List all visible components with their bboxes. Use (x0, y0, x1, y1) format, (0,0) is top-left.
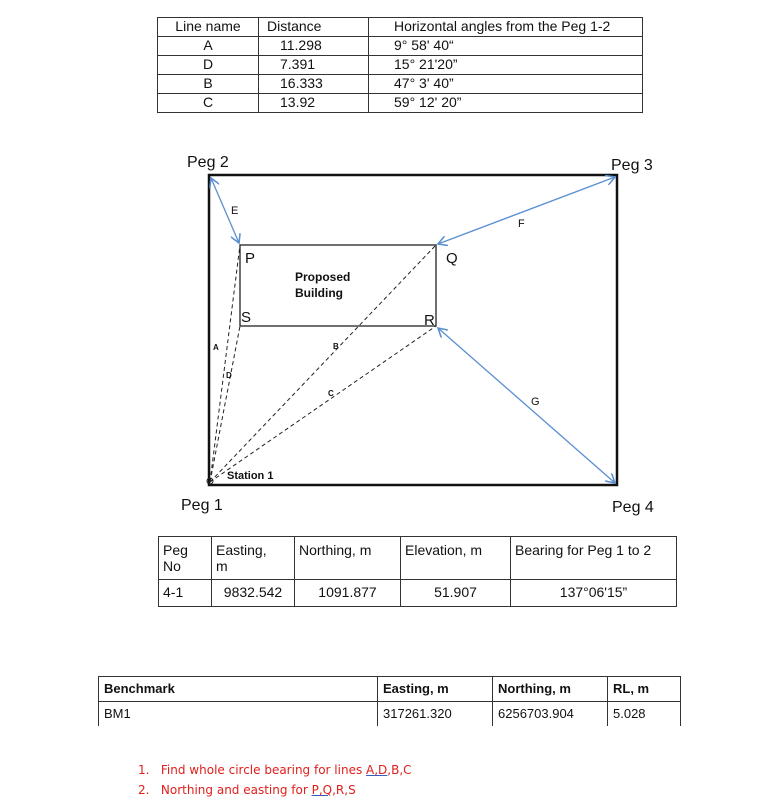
benchmark-table (98, 676, 681, 726)
cell: 9° 58' 40“ (369, 37, 643, 56)
cell: B (158, 75, 259, 94)
cell: D (158, 56, 259, 75)
question-text: Northing and easting for (160, 783, 312, 797)
cell: 317261.320 (378, 702, 493, 727)
cell: 4-1 (159, 580, 212, 607)
building-label-1: Proposed (295, 270, 351, 284)
cell: 59° 12' 20” (369, 94, 643, 113)
table-row (99, 702, 681, 727)
cell: BM1 (99, 702, 378, 727)
question-item (138, 780, 412, 800)
header-peg-no (159, 537, 212, 580)
peg-2-label: Peg 2 (187, 154, 229, 171)
cell: 9832.542 (212, 580, 295, 607)
peg-3-label: Peg 3 (611, 157, 653, 174)
header-northing: Northing, m (295, 537, 401, 580)
question-item (138, 760, 412, 780)
measured-lines (211, 177, 615, 483)
question-text: ,B,C (387, 763, 412, 777)
header-text: m (216, 558, 228, 574)
cell: 16.333 (259, 75, 369, 94)
site-boundary (209, 175, 617, 485)
line-c (210, 326, 436, 482)
table-header-row (99, 677, 681, 702)
peg-1-label: Peg 1 (181, 497, 223, 514)
cell: 6256703.904 (493, 702, 608, 727)
corner-r: R (424, 312, 435, 329)
cell: C (158, 94, 259, 113)
header-text: No (163, 558, 181, 574)
station-label: Station 1 (227, 470, 274, 482)
cell: 5.028 (608, 702, 681, 727)
line-g (438, 328, 615, 483)
cell: A (158, 37, 259, 56)
line-a (210, 245, 240, 482)
cell: 1091.877 (295, 580, 401, 607)
header-angles: Horizontal angles from the Peg 1-2 (369, 18, 643, 37)
cell: 13.92 (259, 94, 369, 113)
question-text-underlined: A,D (366, 763, 388, 777)
question-text: Find whole circle bearing for lines (160, 763, 367, 777)
header-text: Easting, (216, 542, 267, 558)
question-number: 2. (138, 783, 150, 797)
corner-p: P (245, 250, 256, 267)
header-distance: Distance (259, 18, 369, 37)
line-f (438, 177, 615, 244)
header-easting: Easting, m (378, 677, 493, 702)
cell: 137°06'15” (511, 580, 677, 607)
header-benchmark: Benchmark (99, 677, 378, 702)
label-e: E (231, 205, 239, 217)
question-text-underlined: P,Q (311, 783, 333, 797)
peg-4-label: Peg 4 (612, 499, 654, 516)
cell: 7.391 (259, 56, 369, 75)
questions-list (118, 760, 412, 800)
question-text: ,R,S (332, 783, 356, 797)
header-rl: RL, m (608, 677, 681, 702)
label-f: F (518, 218, 525, 230)
peg-table (158, 536, 677, 607)
table-header-row (159, 537, 677, 580)
label-b: B (333, 342, 339, 351)
header-elevation: Elevation, m (401, 537, 511, 580)
question-number: 1. (138, 763, 150, 777)
label-c: C (328, 389, 334, 398)
cell: 47° 3' 40” (369, 75, 643, 94)
header-line-name: Line name (158, 18, 259, 37)
corner-q: Q (446, 250, 458, 267)
header-easting (212, 537, 295, 580)
label-d: D (226, 371, 232, 380)
corner-s: S (241, 309, 252, 326)
header-bearing: Bearing for Peg 1 to 2 (511, 537, 677, 580)
cell: 11.298 (259, 37, 369, 56)
header-northing: Northing, m (493, 677, 608, 702)
header-text: Peg (163, 542, 188, 558)
label-g: G (531, 396, 540, 408)
label-a: A (213, 343, 219, 352)
cell: 51.907 (401, 580, 511, 607)
cell: 15° 21'20” (369, 56, 643, 75)
table-row (159, 580, 677, 607)
building-label-2: Building (295, 286, 343, 300)
